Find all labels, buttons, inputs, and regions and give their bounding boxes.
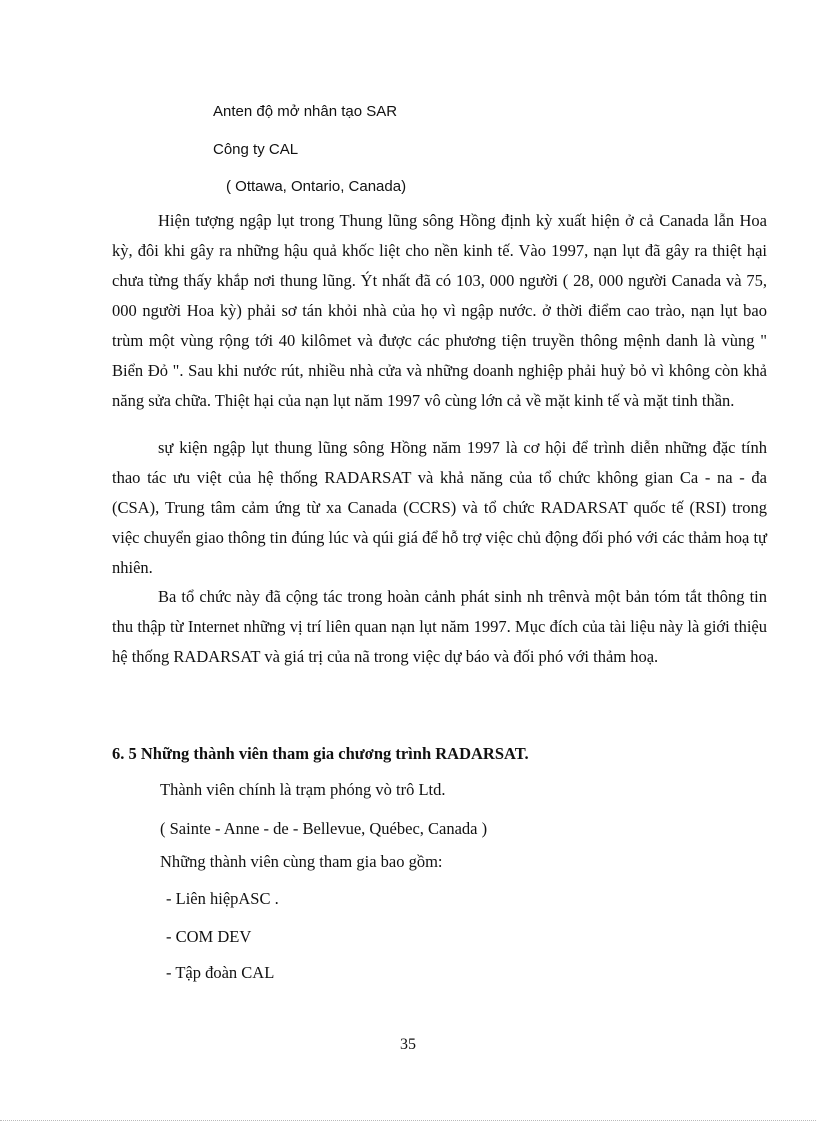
section-line-main-member: Thành viên chính là trạm phóng vò trô Ltd.	[160, 780, 446, 799]
header-line-company: Công ty CAL	[213, 141, 299, 158]
section-line-members-intro: Những thành viên cùng tham gia bao gồm:	[160, 852, 443, 871]
paragraph-1-text: Hiện tượng ngập lụt trong Thung lũng sông Hồng định kỳ xuất hiện ở cả Canada lẫn Hoa kỳ, đôi khi gây ra những hậu quả khốc liệt cho nền kinh tế. Vào 1997, nạn lụt đã gây ra thiệt hại chưa từng thấy khắp nơi thung lũng. Ýt nhất đã có 103, 000 người ( 28, 000 người Canada và 75, 000 người Hoa kỳ) phải sơ tán khỏi nhà của họ vì ngập nước. ở thời điểm cao trào, nạn lụt bao trùm một vùng rộng tới 40 kilômet và được các phương tiện truyền thông mệnh danh là vùng " Biển Đỏ ". Sau khi nước rút, nhiều nhà cửa và những doanh nghiệp phải huỷ bỏ vì không còn khả năng sửa chữa. Thiệt hại của nạn lụt năm 1997 vô cùng lớn cả về mặt kinh tế và mặt tinh thần.	[112, 211, 767, 410]
list-item: - COM DEV	[166, 927, 252, 946]
header-line-location: ( Ottawa, Ontario, Canada)	[226, 178, 407, 195]
paragraph-2	[112, 433, 767, 583]
page-number: 35	[400, 1036, 416, 1053]
page-bottom-divider	[0, 1120, 816, 1121]
list-item: - Liên hiệpASC .	[166, 889, 279, 908]
paragraph-1	[112, 206, 767, 416]
paragraph-2-text: sự kiện ngập lụt thung lũng sông Hồng năm 1997 là cơ hội để trình diễn những đặc tính thao tác ưu việt của hệ thống RADARSAT và khả năng của tổ chức không gian Ca - na - đa (CSA), Trung tâm cảm ứng từ xa Canada (CCRS) và tổ chức RADARSAT quốc tế (RSI) trong việc chuyển giao thông tin đúng lúc và qúi giá để hỗ trợ việc chủ động đối phó với các thảm hoạ tự nhiên.	[112, 438, 767, 577]
paragraph-3-text: Ba tổ chức này đã cộng tác trong hoàn cảnh phát sinh nh trênvà một bản tóm tắt thông tin thu thập từ Internet những vị trí liên quan nạn lụt năm 1997. Mục đích của tài liệu này là giới thiệu hệ thống RADARSAT và giá trị của nã trong việc dự báo và đối phó với thảm hoạ.	[112, 587, 767, 666]
list-item: - Tập đoàn CAL	[166, 963, 275, 982]
section-heading: 6. 5 Những thành viên tham gia chương trình RADARSAT.	[112, 744, 529, 763]
header-line-sar: Anten độ mở nhân tạo SAR	[213, 103, 398, 120]
paragraph-3	[112, 582, 767, 672]
section-line-location: ( Sainte - Anne - de - Bellevue, Québec, Canada )	[160, 819, 488, 838]
